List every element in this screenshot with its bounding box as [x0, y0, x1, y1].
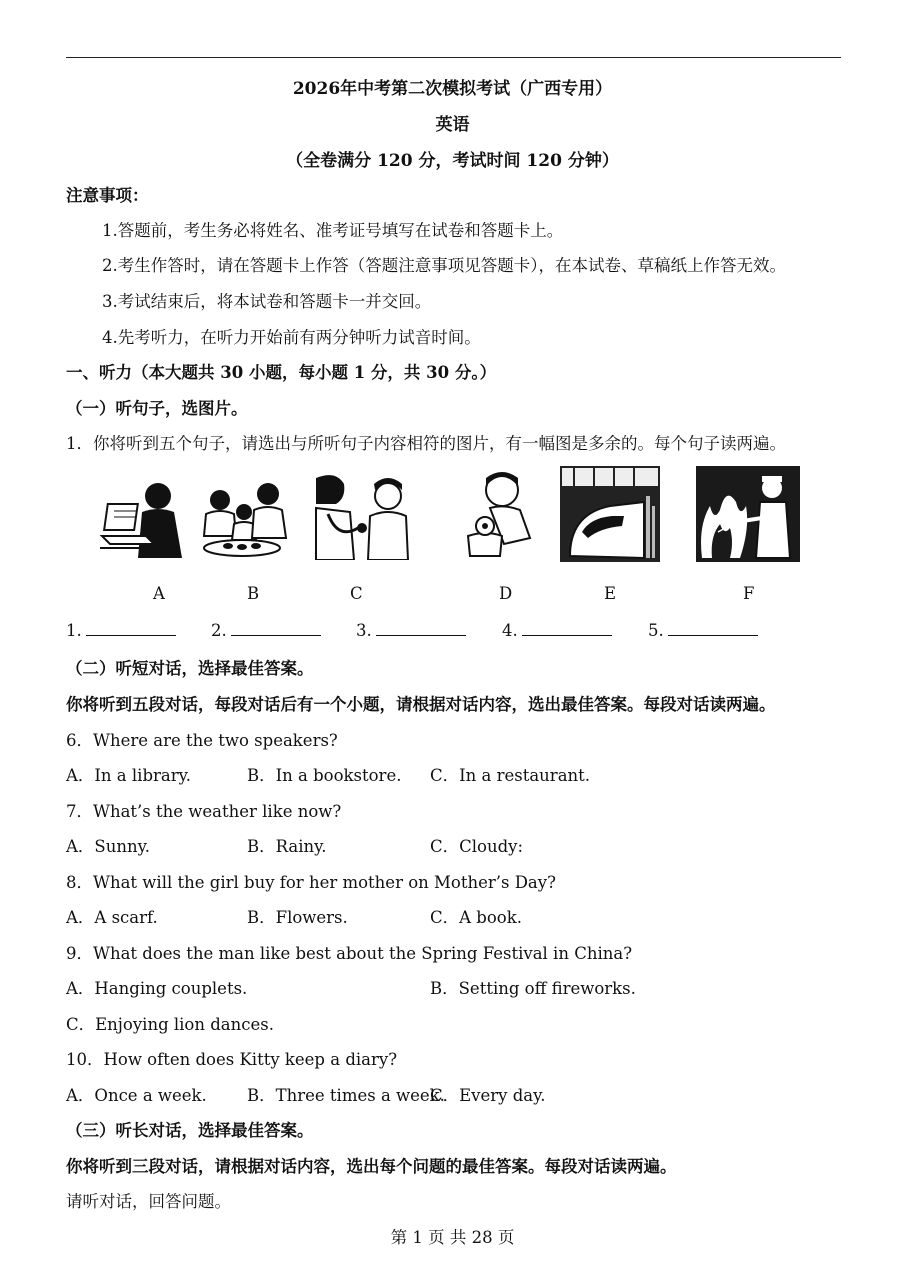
answer-line [231, 620, 321, 636]
part1-instruction: 1．你将听到五个句子，请选出与所听句子内容相符的图片，有一幅图是多余的。每个句子读两遍。 [66, 434, 786, 453]
question-6: 6．Where are the two speakers? [66, 731, 338, 750]
answer-line [376, 620, 466, 636]
answer-blank-2[interactable] [211, 620, 321, 640]
q9-option-c[interactable]: C．Enjoying lion dances. [66, 1015, 274, 1034]
header-rule [66, 57, 841, 58]
q9-option-a[interactable]: A．Hanging couplets. [66, 979, 248, 998]
section1-heading: 一、听力（本大题共 30 小题，每小题 1 分，共 30 分。） [66, 363, 497, 382]
answer-blank-5[interactable] [648, 620, 758, 640]
q6-option-a[interactable]: A．In a library. [66, 766, 191, 785]
notice-item-3: 3.考试结束后，将本试卷和答题卡一并交回。 [102, 292, 432, 311]
picture-letter-e: E [604, 584, 617, 603]
part1-heading: （一）听句子，选图片。 [66, 399, 248, 418]
notice-heading: 注意事项： [66, 186, 149, 205]
q10-option-c[interactable]: C．Every day. [430, 1086, 546, 1105]
part2-instruction: 你将听到五段对话，每段对话后有一个小题，请根据对话内容，选出最佳答案。每段对话读两遍。 [66, 695, 776, 714]
answer-number: 2. [211, 621, 227, 640]
notice-item-4: 4.先考听力，在听力开始前有两分钟听力试音时间。 [102, 328, 481, 347]
family-making-dumplings-icon [198, 474, 290, 560]
q7-option-a[interactable]: A．Sunny. [66, 837, 150, 856]
boy-planting-flower-icon [464, 466, 538, 560]
q8-option-c[interactable]: C．A book. [430, 908, 522, 927]
picture-letter-d: D [499, 584, 513, 603]
answer-blank-4[interactable] [502, 620, 612, 640]
q6-option-b[interactable]: B．In a bookstore. [247, 766, 402, 785]
question-7: 7．What’s the weather like now? [66, 802, 342, 821]
q7-option-b[interactable]: B．Rainy. [247, 837, 327, 856]
exam-title: 2026年中考第二次模拟考试（广西专用） [292, 79, 613, 99]
q8-option-a[interactable]: A．A scarf. [66, 908, 158, 927]
exam-subject: 英语 [435, 115, 470, 135]
exam-info: （全卷满分 120 分，考试时间 120 分钟） [286, 151, 619, 171]
question-10: 10．How often does Kitty keep a diary? [66, 1050, 398, 1069]
answer-blank-3[interactable] [356, 620, 466, 640]
part2-heading: （二）听短对话，选择最佳答案。 [66, 659, 314, 678]
q10-option-b[interactable]: B．Three times a week. [247, 1086, 445, 1105]
high-speed-train-icon [560, 466, 660, 562]
question-8: 8．What will the girl buy for her mother on Mother’s Day? [66, 873, 556, 892]
boy-using-laptop-icon [98, 474, 186, 560]
picture-letter-b: B [247, 584, 260, 603]
part3-prompt: 请听对话，回答问题。 [66, 1192, 231, 1211]
answer-number: 4. [502, 621, 518, 640]
notice-item-1: 1.答题前，考生务必将姓名、准考证号填写在试卷和答题卡上。 [102, 221, 564, 240]
doctor-with-stethoscope-icon [314, 470, 410, 560]
answer-line [86, 620, 176, 636]
picture-letter-c: C [350, 584, 363, 603]
question-9: 9．What does the man like best about the Spring Festival in China? [66, 944, 633, 963]
answer-blank-1[interactable] [66, 620, 176, 640]
q10-option-a[interactable]: A．Once a week. [66, 1086, 207, 1105]
answer-number: 3. [356, 621, 372, 640]
answer-line [668, 620, 758, 636]
q7-option-c[interactable]: C．Cloudy: [430, 837, 524, 856]
picture-letter-f: F [743, 584, 755, 603]
answer-line [522, 620, 612, 636]
answer-number: 1. [66, 621, 82, 640]
notice-item-2: 2.考生作答时，请在答题卡上作答（答题注意事项见答题卡），在本试卷、草稿纸上作答无效。 [102, 256, 786, 275]
q8-option-b[interactable]: B．Flowers. [247, 908, 348, 927]
page-number: 第 1 页 共 28 页 [390, 1228, 515, 1247]
part3-instruction: 你将听到三段对话，请根据对话内容，选出每个问题的最佳答案。每段对话读两遍。 [66, 1157, 677, 1176]
part3-heading: （三）听长对话，选择最佳答案。 [66, 1121, 314, 1140]
q9-option-b[interactable]: B．Setting off fireworks. [430, 979, 636, 998]
q6-option-c[interactable]: C．In a restaurant. [430, 766, 591, 785]
answer-number: 5. [648, 621, 664, 640]
picture-letter-a: A [153, 584, 165, 603]
firefighter-icon [696, 466, 800, 562]
